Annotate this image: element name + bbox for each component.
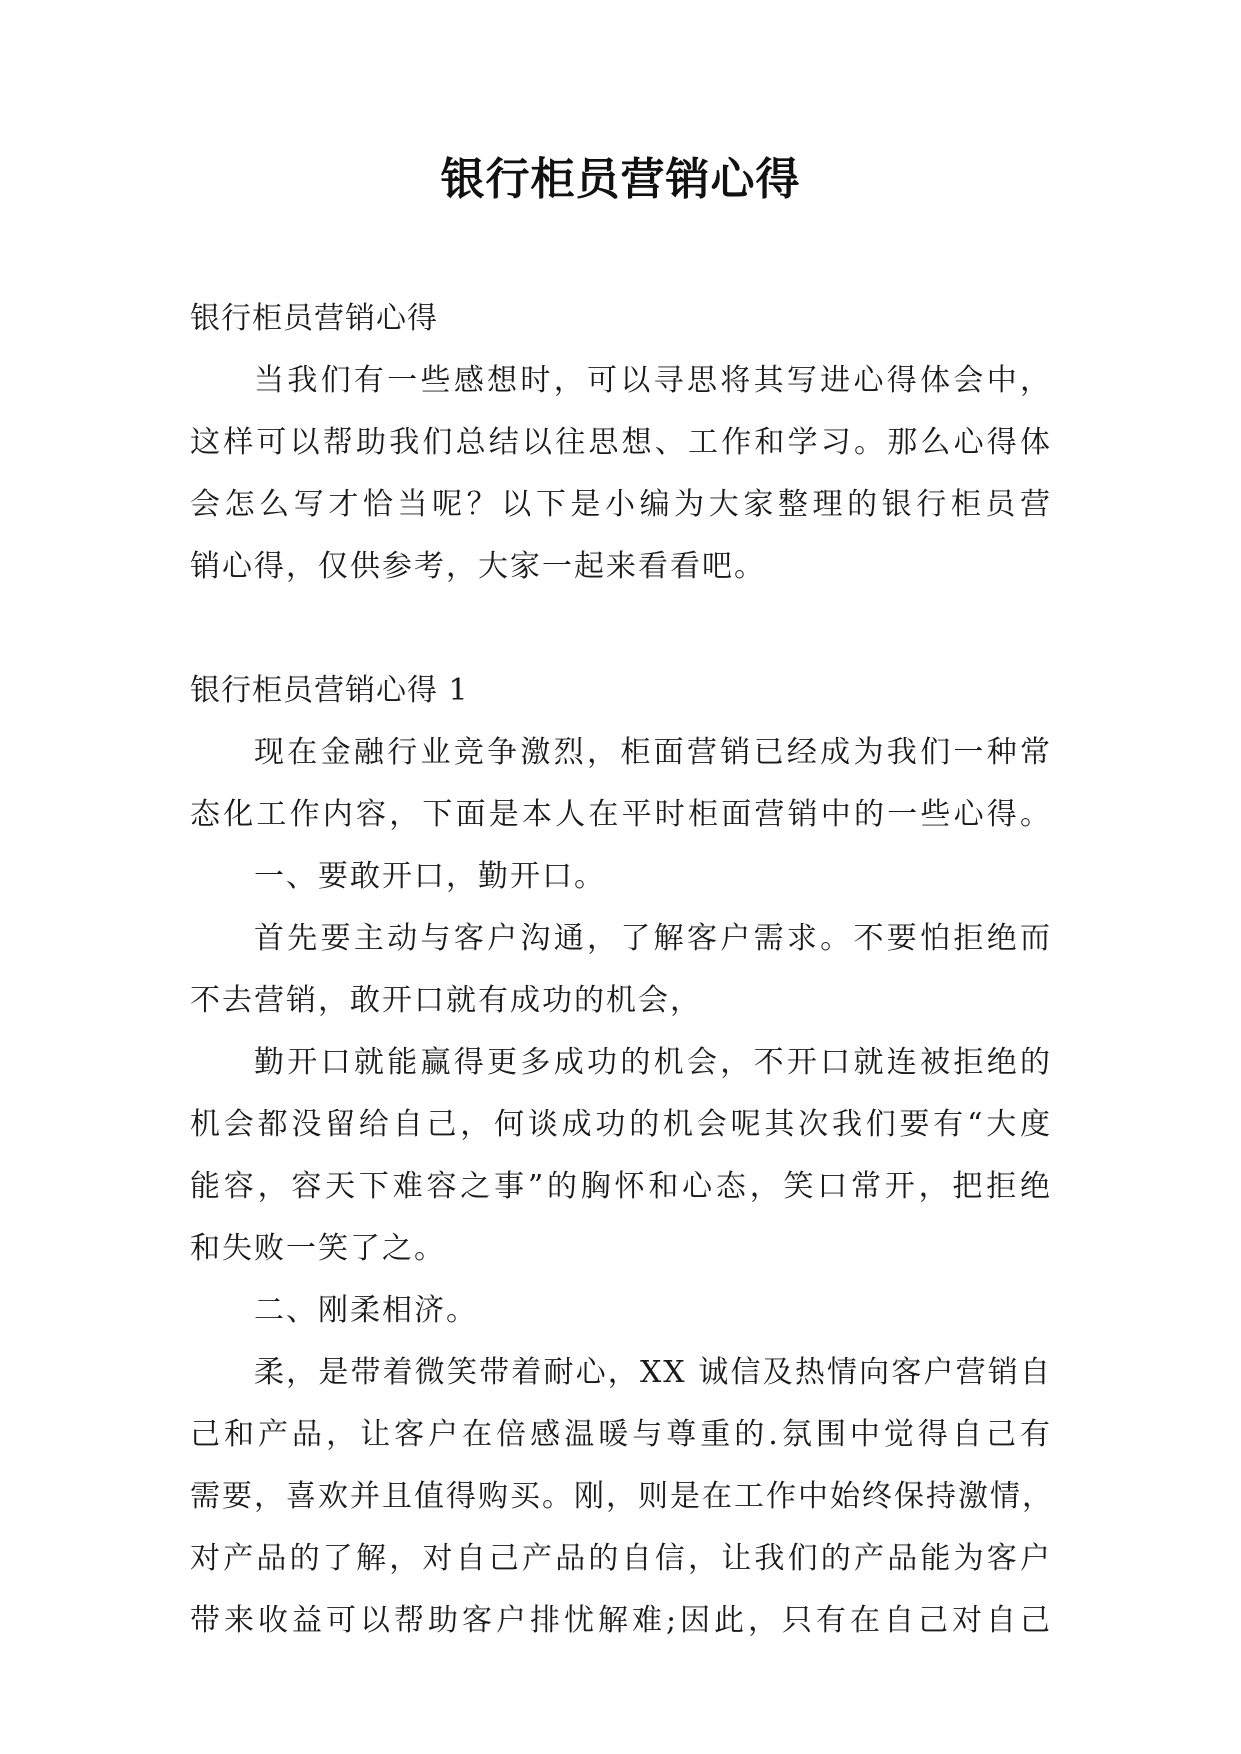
paragraph-line: 己和产品，让客户在倍感温暖与尊重的.氛围中觉得自己有 xyxy=(190,1417,1052,1452)
paragraph-line: 需要，喜欢并且值得购买。刚，则是在工作中始终保持激情， xyxy=(190,1479,1054,1514)
section-heading-1: 银行柜员营销心得 1 xyxy=(190,673,469,708)
paragraph-line: 现在金融行业竞争激烈，柜面营销已经成为我们一种常 xyxy=(254,735,1052,770)
paragraph-line: 带来收益可以帮助客户排忧解难;因此，只有在自己对自己 xyxy=(190,1603,1052,1638)
paragraph-line: 销心得，仅供参考，大家一起来看看吧。 xyxy=(190,549,766,584)
paragraph-line: 不去营销，敢开口就有成功的机会， xyxy=(190,983,702,1018)
paragraph-line: 柔，是带着微笑带着耐心，XX 诚信及热情向客户营销自 xyxy=(254,1355,1052,1390)
paragraph-line: 和失败一笑了之。 xyxy=(190,1231,446,1266)
paragraph-line: 对产品的了解，对自己产品的自信，让我们的产品能为客户 xyxy=(190,1541,1052,1576)
paragraph-line: 二、刚柔相济。 xyxy=(254,1293,478,1328)
paragraph-line: 勤开口就能赢得更多成功的机会，不开口就连被拒绝的 xyxy=(254,1045,1052,1080)
paragraph-6 xyxy=(190,1342,1052,1652)
document-title: 银行柜员营销心得 xyxy=(440,154,801,205)
paragraph-line: 会怎么写才恰当呢？以下是小编为大家整理的银行柜员营 xyxy=(190,487,1052,522)
paragraph-line: 能容，容天下难容之事”的胸怀和心态，笑口常开，把拒绝 xyxy=(190,1169,1052,1204)
intro-paragraph xyxy=(190,350,1052,598)
paragraph-3 xyxy=(190,908,1052,1032)
paragraph-line: 一、要敢开口，勤开口。 xyxy=(254,859,606,894)
section-gap xyxy=(190,598,1052,660)
paragraph-5 xyxy=(190,1280,1052,1342)
paragraph-line: 首先要主动与客户沟通，了解客户需求。不要怕拒绝而 xyxy=(254,921,1052,956)
document-body xyxy=(190,288,1052,1652)
paragraph-line: 机会都没留给自己，何谈成功的机会呢其次我们要有“大度 xyxy=(190,1107,1052,1142)
intro-heading: 银行柜员营销心得 xyxy=(190,301,438,336)
paragraph-line: 当我们有一些感想时，可以寻思将其写进心得体会中， xyxy=(254,363,1052,398)
paragraph-1 xyxy=(190,722,1052,846)
paragraph-line: 态化工作内容，下面是本人在平时柜面营销中的一些心得。 xyxy=(190,797,1052,832)
paragraph-2 xyxy=(190,846,1052,908)
paragraph-4 xyxy=(190,1032,1052,1280)
paragraph-line: 这样可以帮助我们总结以往思想、工作和学习。那么心得体 xyxy=(190,425,1052,460)
